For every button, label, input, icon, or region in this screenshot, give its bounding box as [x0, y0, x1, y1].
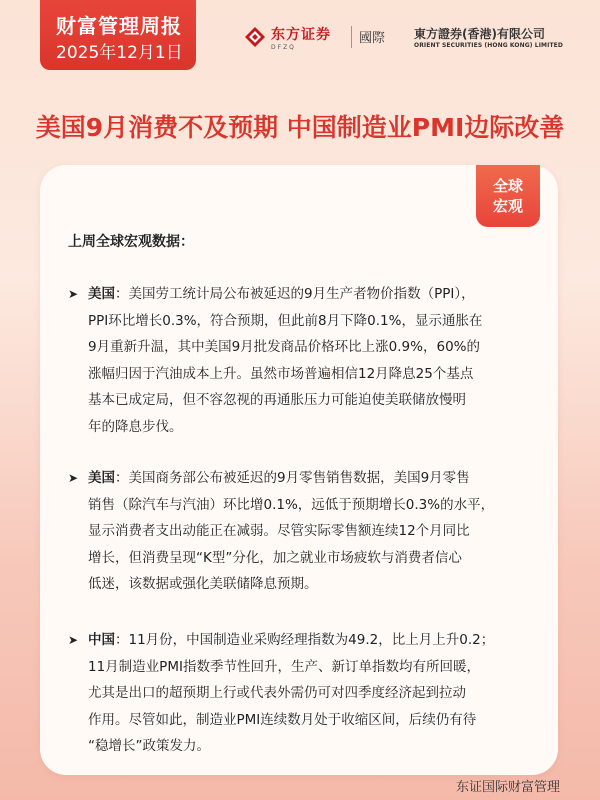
- arrow-bullet-icon: ➤: [68, 471, 79, 485]
- item-line: 11月制造业PMI指数季节性回升，生产、新订单指数均有所回暖，: [88, 658, 480, 675]
- report-tag: [40, 0, 196, 70]
- arrow-bullet-icon: ➤: [68, 287, 79, 301]
- footer-brand: 东证国际财富管理: [455, 780, 560, 795]
- item-line: 低迷，该数据或强化美联储降息预期。: [88, 576, 318, 592]
- item-line: 9月重新升温，其中美国9月批发商品价格环比上涨0.9%，60%的: [88, 339, 480, 355]
- item-line: 涨幅归因于汽油成本上升。虽然市场普遍相信12月降息25个基点: [88, 365, 474, 382]
- category-badge: [476, 165, 540, 227]
- dfzq-logo-name: 东方证券: [271, 27, 331, 43]
- content-card: [40, 165, 558, 775]
- item-line: [88, 465, 528, 492]
- arrow-bullet-icon: ➤: [68, 633, 79, 647]
- page-headline: 美国9月消费不及预期 中国制造业PMI边际改善: [35, 113, 565, 142]
- intro-heading: 上周全球宏观数据：: [68, 234, 194, 250]
- hk-logo: [414, 25, 574, 57]
- item-text: 11月份，中国制造业采购经理指数为49.2，比上月上升0.2；: [128, 632, 495, 648]
- report-date: 2025年12月1日: [56, 43, 183, 63]
- logo-divider: [351, 26, 352, 48]
- item-sep: ：: [115, 286, 129, 302]
- dfzq-logo-sub: DFZQ: [271, 44, 296, 51]
- item-line: 基本已成定局，但不容忽视的再通胀压力可能迫使美联储放慢明: [88, 392, 466, 408]
- item-line: 尤其是出口的超预期上行或代表外需仍可对四季度经济起到拉动: [88, 685, 466, 701]
- badge-line-2: 宏观: [492, 197, 523, 215]
- hk-logo-sub: ORIENT SECURITIES (HONG KONG) LIMITED: [414, 42, 563, 49]
- item-text: 美国商务部公布被延迟的9月零售销售数据，美国9月零售: [128, 470, 470, 486]
- item-line: 作用。尽管如此，制造业PMI连续数月处于收缩区间，后续仍有待: [88, 711, 477, 728]
- item-line: 显示消费者支出动能正在减弱。尽管实际零售额连续12个月同比: [88, 523, 470, 539]
- item-sep: ：: [115, 632, 129, 648]
- logo-guoji: 國際: [359, 31, 386, 46]
- list-item: [68, 627, 528, 760]
- item-line: 增长，但消费呈现“K型”分化，加之就业市场疲软与消费者信心: [88, 549, 462, 566]
- item-line: [88, 281, 528, 308]
- item-line: [88, 627, 528, 654]
- dfzq-logo: [244, 24, 354, 60]
- item-line: PPI环比增长0.3%，符合预期，但此前8月下降0.1%，显示通胀在: [88, 312, 483, 329]
- page-header: [0, 0, 600, 82]
- item-sep: ：: [115, 470, 129, 486]
- item-label: 美国: [88, 286, 115, 302]
- item-line: 销售（除汽车与汽油）环比增0.1%，远低于预期增长0.3%的水平，: [88, 496, 495, 513]
- report-title: 财富管理周报: [56, 14, 182, 38]
- hk-logo-name: 東方證券(香港)有限公司: [414, 27, 545, 41]
- item-label: 美国: [88, 470, 115, 486]
- dfzq-logo-icon: [244, 26, 266, 48]
- list-item: [68, 281, 528, 440]
- item-label: 中国: [88, 632, 115, 648]
- badge-line-1: 全球: [492, 177, 523, 195]
- item-text: 美国劳工统计局公布被延迟的9月生产者物价指数（PPI），: [128, 286, 475, 302]
- item-line: “稳增长”政策发力。: [88, 738, 210, 754]
- item-line: 年的降息步伐。: [88, 418, 183, 435]
- list-item: [68, 465, 528, 598]
